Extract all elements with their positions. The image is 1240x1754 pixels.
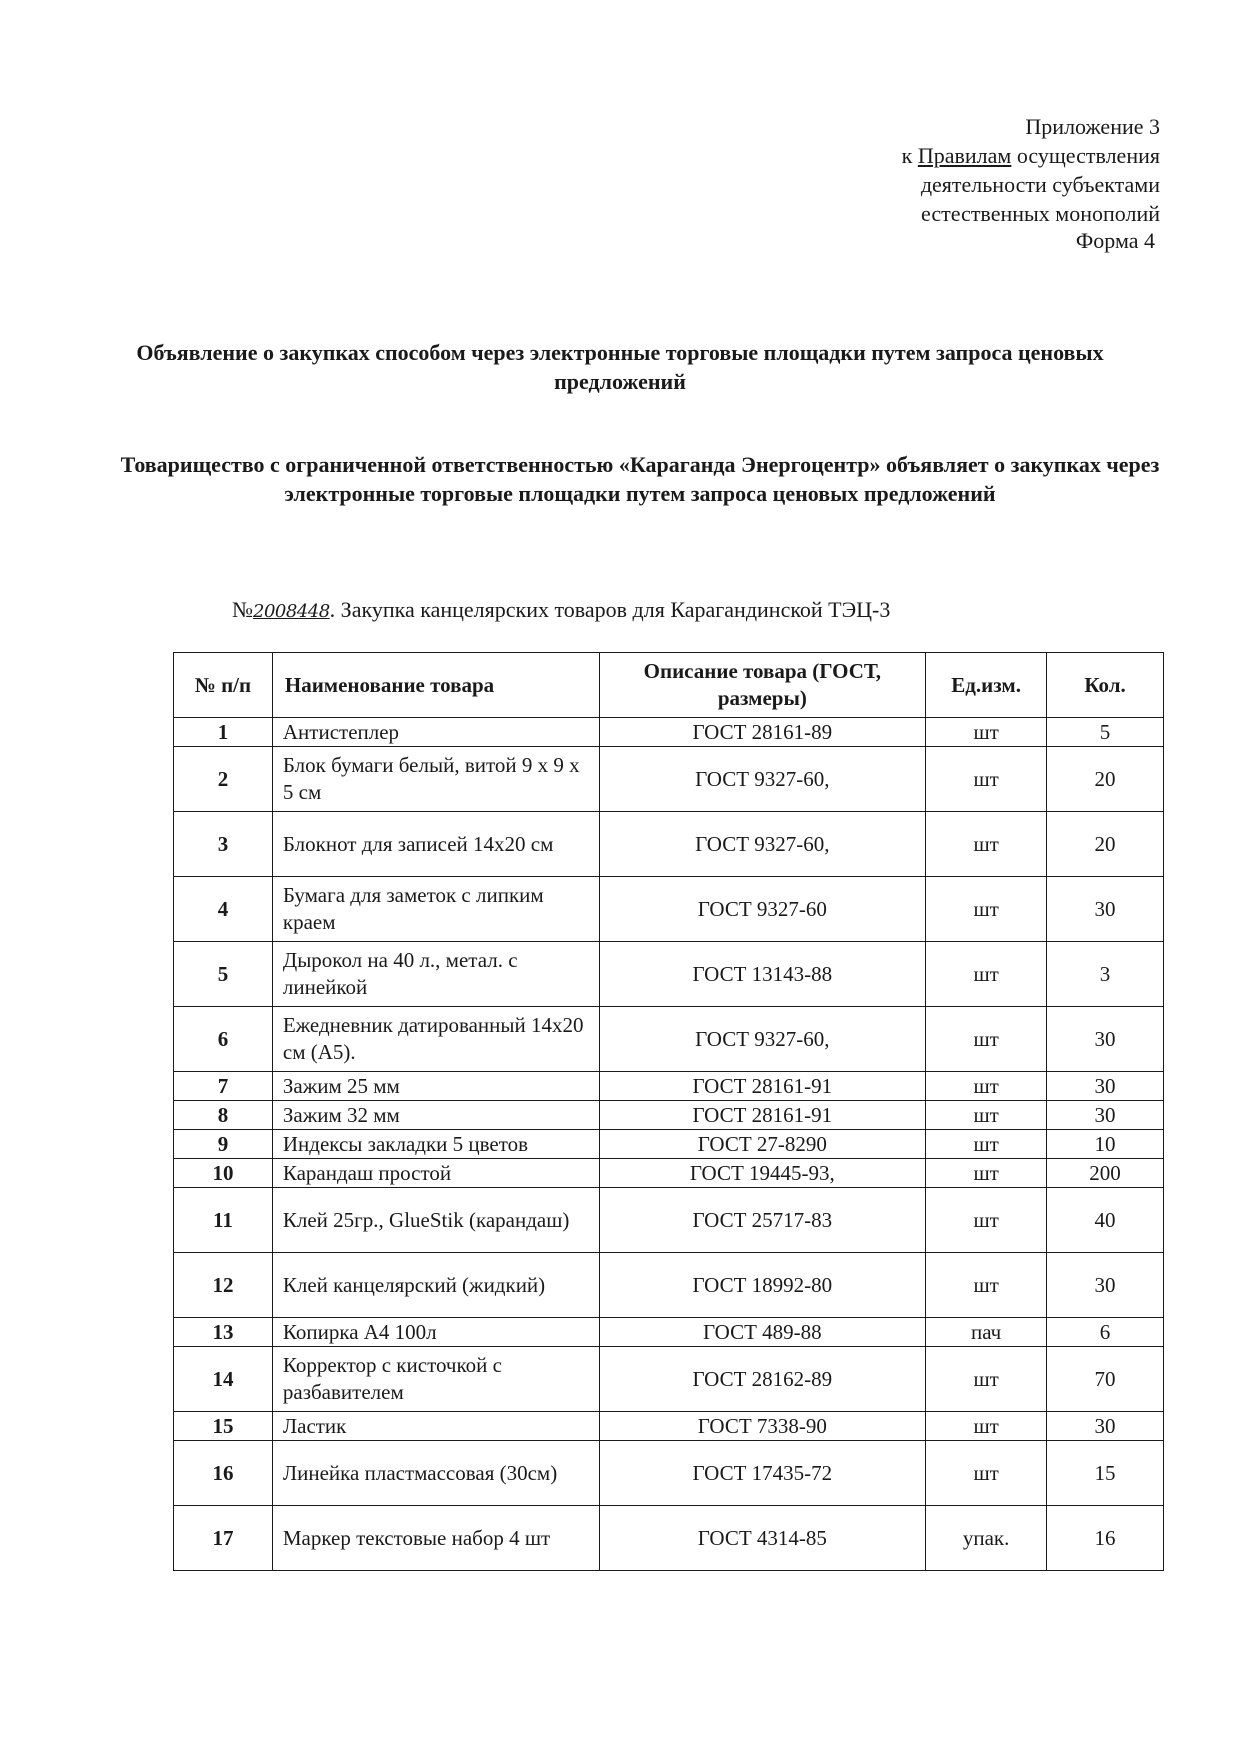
header-unit: Ед.изм. [926, 653, 1047, 718]
cell-quantity: 40 [1047, 1188, 1164, 1253]
cell-gost: ГОСТ 9327-60, [599, 812, 926, 877]
cell-gost: ГОСТ 17435-72 [599, 1441, 926, 1506]
announcement-title: Объявление о закупках способом через электронные торговые площадки путем запроса ценовых предложений [136, 340, 1104, 394]
number-prefix: № [232, 597, 253, 622]
cell-number: 12 [174, 1253, 273, 1318]
cell-quantity: 30 [1047, 1412, 1164, 1441]
cell-unit: шт [926, 812, 1047, 877]
cell-number: 2 [174, 747, 273, 812]
cell-name: Индексы закладки 5 цветов [272, 1130, 599, 1159]
cell-gost: ГОСТ 28161-89 [599, 718, 926, 747]
cell-name: Блокнот для записей 14х20 см [272, 812, 599, 877]
table-row [174, 1130, 1164, 1159]
cell-name: Линейка пластмассовая (30см) [272, 1441, 599, 1506]
cell-name: Клей 25гр., GlueStik (карандаш) [272, 1188, 599, 1253]
cell-name: Зажим 32 мм [272, 1101, 599, 1130]
cell-unit: шт [926, 1007, 1047, 1072]
cell-gost: ГОСТ 7338-90 [599, 1412, 926, 1441]
table-row [174, 718, 1164, 747]
table-row [174, 1159, 1164, 1188]
cell-unit: шт [926, 1441, 1047, 1506]
cell-quantity: 30 [1047, 877, 1164, 942]
cell-quantity: 70 [1047, 1347, 1164, 1412]
table-row [174, 877, 1164, 942]
table-header-row [174, 653, 1164, 718]
cell-unit: шт [926, 1101, 1047, 1130]
cell-quantity: 6 [1047, 1318, 1164, 1347]
cell-gost: ГОСТ 489-88 [599, 1318, 926, 1347]
cell-unit: пач [926, 1318, 1047, 1347]
cell-unit: шт [926, 1188, 1047, 1253]
cell-unit: шт [926, 1347, 1047, 1412]
cell-unit: шт [926, 747, 1047, 812]
table-row [174, 1007, 1164, 1072]
cell-name: Зажим 25 мм [272, 1072, 599, 1101]
cell-quantity: 3 [1047, 942, 1164, 1007]
table-row [174, 942, 1164, 1007]
cell-name: Маркер текстовые набор 4 шт [272, 1506, 599, 1571]
cell-unit: шт [926, 877, 1047, 942]
cell-number: 15 [174, 1412, 273, 1441]
cell-name: Корректор с кисточкой с разбавителем [272, 1347, 599, 1412]
cell-number: 3 [174, 812, 273, 877]
cell-number: 14 [174, 1347, 273, 1412]
table-row [174, 747, 1164, 812]
cell-gost: ГОСТ 28162-89 [599, 1347, 926, 1412]
table-row [174, 1441, 1164, 1506]
appendix-subjects: деятельности субъектами [920, 172, 1160, 197]
cell-quantity: 20 [1047, 812, 1164, 877]
cell-unit: шт [926, 1072, 1047, 1101]
cell-number: 13 [174, 1318, 273, 1347]
appendix-monopolies: естественных монополий [921, 201, 1160, 226]
table-row [174, 1101, 1164, 1130]
cell-gost: ГОСТ 9327-60 [599, 877, 926, 942]
cell-unit: шт [926, 942, 1047, 1007]
goods-table [173, 652, 1164, 1571]
header-name: Наименование товара [272, 653, 599, 718]
appendix-number: Приложение 3 [1025, 114, 1160, 139]
form-label: Форма 4 [1075, 228, 1155, 253]
organization-announcement: Товарищество с ограниченной ответственностью «Караганда Энергоцентр» объявляет о закупках через электронные торговые площадки путем запроса ценовых предложений [120, 452, 1160, 506]
cell-gost: ГОСТ 13143-88 [599, 942, 926, 1007]
header-quantity: Кол. [1047, 653, 1164, 718]
cell-gost: ГОСТ 19445-93, [599, 1159, 926, 1188]
cell-number: 9 [174, 1130, 273, 1159]
header-number: № п/п [174, 653, 273, 718]
cell-unit: шт [926, 1159, 1047, 1188]
cell-number: 10 [174, 1159, 273, 1188]
appendix-block [902, 112, 1160, 228]
rules-link: Правилам [917, 143, 1012, 168]
table-row [174, 1072, 1164, 1101]
cell-quantity: 30 [1047, 1072, 1164, 1101]
header-description: Описание товара (ГОСТ, размеры) [599, 653, 926, 718]
cell-name: Антистеплер [272, 718, 599, 747]
table-row [174, 1188, 1164, 1253]
cell-number: 4 [174, 877, 273, 942]
cell-number: 1 [174, 718, 273, 747]
cell-number: 5 [174, 942, 273, 1007]
cell-gost: ГОСТ 9327-60, [599, 747, 926, 812]
cell-gost: ГОСТ 28161-91 [599, 1072, 926, 1101]
cell-quantity: 30 [1047, 1253, 1164, 1318]
cell-unit: шт [926, 1130, 1047, 1159]
cell-gost: ГОСТ 28161-91 [599, 1101, 926, 1130]
cell-number: 7 [174, 1072, 273, 1101]
cell-name: Ежедневник датированный 14х20 см (А5). [272, 1007, 599, 1072]
cell-name: Блок бумаги белый, витой 9 х 9 х 5 см [272, 747, 599, 812]
appendix-rules-line [902, 141, 1160, 170]
cell-number: 17 [174, 1506, 273, 1571]
cell-quantity: 20 [1047, 747, 1164, 812]
cell-quantity: 30 [1047, 1007, 1164, 1072]
cell-number: 8 [174, 1101, 273, 1130]
cell-name: Бумага для заметок с липким краем [272, 877, 599, 942]
table-row [174, 1347, 1164, 1412]
cell-name: Копирка А4 100л [272, 1318, 599, 1347]
cell-quantity: 16 [1047, 1506, 1164, 1571]
cell-number: 16 [174, 1441, 273, 1506]
cell-name: Дырокол на 40 л., метал. с линейкой [272, 942, 599, 1007]
cell-gost: ГОСТ 9327-60, [599, 1007, 926, 1072]
table-row [174, 812, 1164, 877]
cell-quantity: 5 [1047, 718, 1164, 747]
cell-quantity: 200 [1047, 1159, 1164, 1188]
cell-name: Клей канцелярский (жидкий) [272, 1253, 599, 1318]
cell-gost: ГОСТ 25717-83 [599, 1188, 926, 1253]
cell-name: Карандаш простой [272, 1159, 599, 1188]
table-row [174, 1318, 1164, 1347]
table-row [174, 1412, 1164, 1441]
cell-quantity: 10 [1047, 1130, 1164, 1159]
cell-quantity: 30 [1047, 1101, 1164, 1130]
cell-quantity: 15 [1047, 1441, 1164, 1506]
table-row [174, 1253, 1164, 1318]
cell-gost: ГОСТ 4314-85 [599, 1506, 926, 1571]
document-line [232, 597, 890, 623]
appendix-suffix: осуществления [1011, 143, 1160, 168]
cell-unit: шт [926, 718, 1047, 747]
cell-unit: шт [926, 1412, 1047, 1441]
cell-gost: ГОСТ 27-8290 [599, 1130, 926, 1159]
appendix-prefix: к [901, 143, 918, 168]
cell-unit: упак. [926, 1506, 1047, 1571]
cell-number: 6 [174, 1007, 273, 1072]
cell-gost: ГОСТ 18992-80 [599, 1253, 926, 1318]
table-body [174, 718, 1164, 1571]
document-number: 2008448 [253, 601, 330, 622]
table-row [174, 1506, 1164, 1571]
document-subject: . Закупка канцелярских товаров для Карагандинской ТЭЦ-3 [329, 597, 891, 622]
cell-unit: шт [926, 1253, 1047, 1318]
cell-name: Ластик [272, 1412, 599, 1441]
cell-number: 11 [174, 1188, 273, 1253]
